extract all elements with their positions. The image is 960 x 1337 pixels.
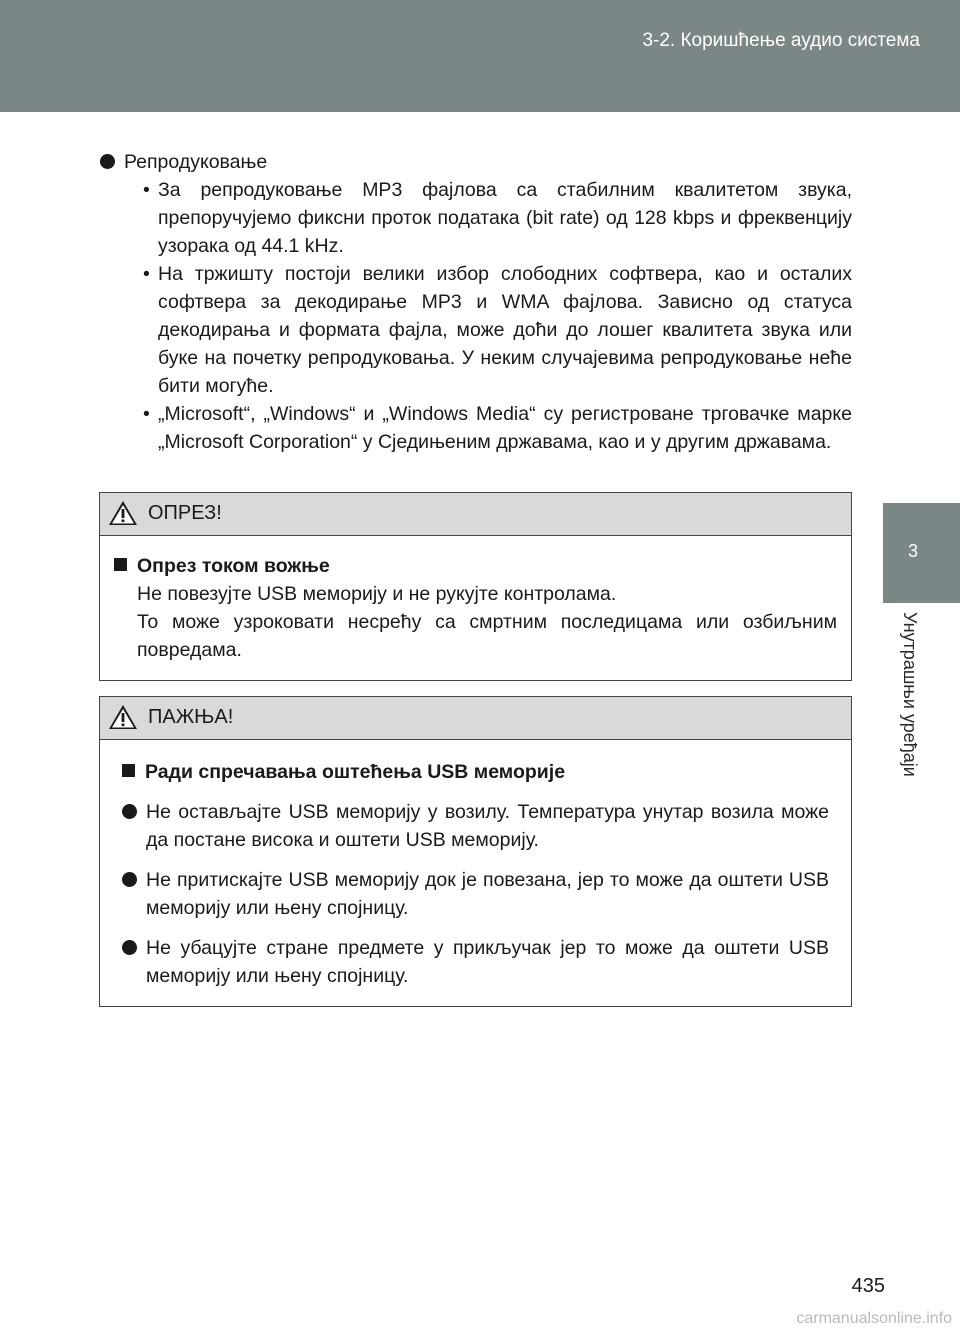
- notice-body: [100, 740, 851, 1006]
- caution-title-row: [114, 552, 837, 580]
- list-item: [122, 798, 829, 854]
- notice-title-row: [122, 758, 829, 786]
- section-title: 3-2. Коришћење аудио система: [642, 30, 920, 51]
- bullet-mark-icon: •: [143, 403, 150, 425]
- list-item-text: На тржишту постоји велики избор слободних софтвера, као и осталих софтвера за декодирање MP3 и WMA фајлова. Зависно од статуса декодирања и формата фајла, може доћи до лошег квалитета звука или буке на почетку репродуковања. У неким случајевима репродуковање неће бити могуће.: [158, 263, 852, 397]
- square-bullet-icon: [114, 558, 127, 571]
- list-item: [100, 400, 852, 456]
- list-item-text: Не притискајте USB меморију док је повезана, јер то може да оштети USB меморију или њену спојницу.: [146, 869, 829, 919]
- chapter-number: 3: [907, 541, 918, 561]
- notice-label: ПАЖЊА!: [148, 706, 234, 728]
- caution-title: Опрез током вожње: [137, 555, 330, 577]
- watermark: carmanualsonline.info: [796, 1310, 952, 1327]
- caution-box: [99, 492, 852, 681]
- chapter-tab: [883, 503, 960, 603]
- bullet-mark-icon: •: [143, 179, 150, 201]
- caution-line: Не повезујте USB меморију и не рукујте контролама.: [137, 583, 617, 605]
- warning-triangle-icon: [108, 703, 138, 731]
- caution-body: [100, 536, 851, 680]
- caution-label: ОПРЕЗ!: [148, 502, 222, 524]
- bullet-dot-icon: [122, 872, 137, 887]
- main-content: [100, 148, 852, 456]
- notice-title: Ради спречавања оштећења USB меморије: [145, 761, 566, 783]
- list-item: [100, 176, 852, 260]
- page-header: [0, 0, 960, 112]
- caution-line: То може узроковати несрећу са смртним последицама или озбиљним повредама.: [137, 611, 837, 661]
- list-item: [100, 260, 852, 400]
- square-bullet-icon: [122, 764, 135, 777]
- list-item: [122, 934, 829, 990]
- caution-header: [100, 493, 851, 536]
- section-heading-row: [100, 148, 852, 176]
- section-heading: Репродуковање: [124, 151, 268, 173]
- chapter-label-container: [892, 612, 932, 832]
- bullet-mark-icon: •: [143, 263, 150, 285]
- page-number: 435: [851, 1275, 885, 1297]
- notice-box: [99, 696, 852, 1007]
- list-item-text: „Microsoft“, „Windows“ и „Windows Media“ су регистроване трговачке марке „Microsoft Corporation“ у Сједињеним државама, као и у другим државама.: [158, 403, 852, 453]
- bullet-dot-icon: [100, 154, 115, 169]
- notice-header: [100, 697, 851, 740]
- warning-triangle-icon: [108, 499, 138, 527]
- list-item-text: За репродуковање MP3 фајлова са стабилним квалитетом звука, препоручујемо фиксни проток података (bit rate) од 128 kbps и фреквенцију узорака од 44.1 kHz.: [158, 179, 852, 257]
- list-item: [122, 866, 829, 922]
- list-item-text: Не остављајте USB меморију у возилу. Температура унутар возила може да постане висока и оштети USB меморију.: [146, 801, 829, 851]
- bullet-dot-icon: [122, 804, 137, 819]
- bullet-dot-icon: [122, 940, 137, 955]
- chapter-label: Унутрашњи уређаји: [900, 612, 920, 777]
- list-item-text: Не убацујте стране предмете у прикључак јер то може да оштети USB меморију или њену спојницу.: [146, 937, 829, 987]
